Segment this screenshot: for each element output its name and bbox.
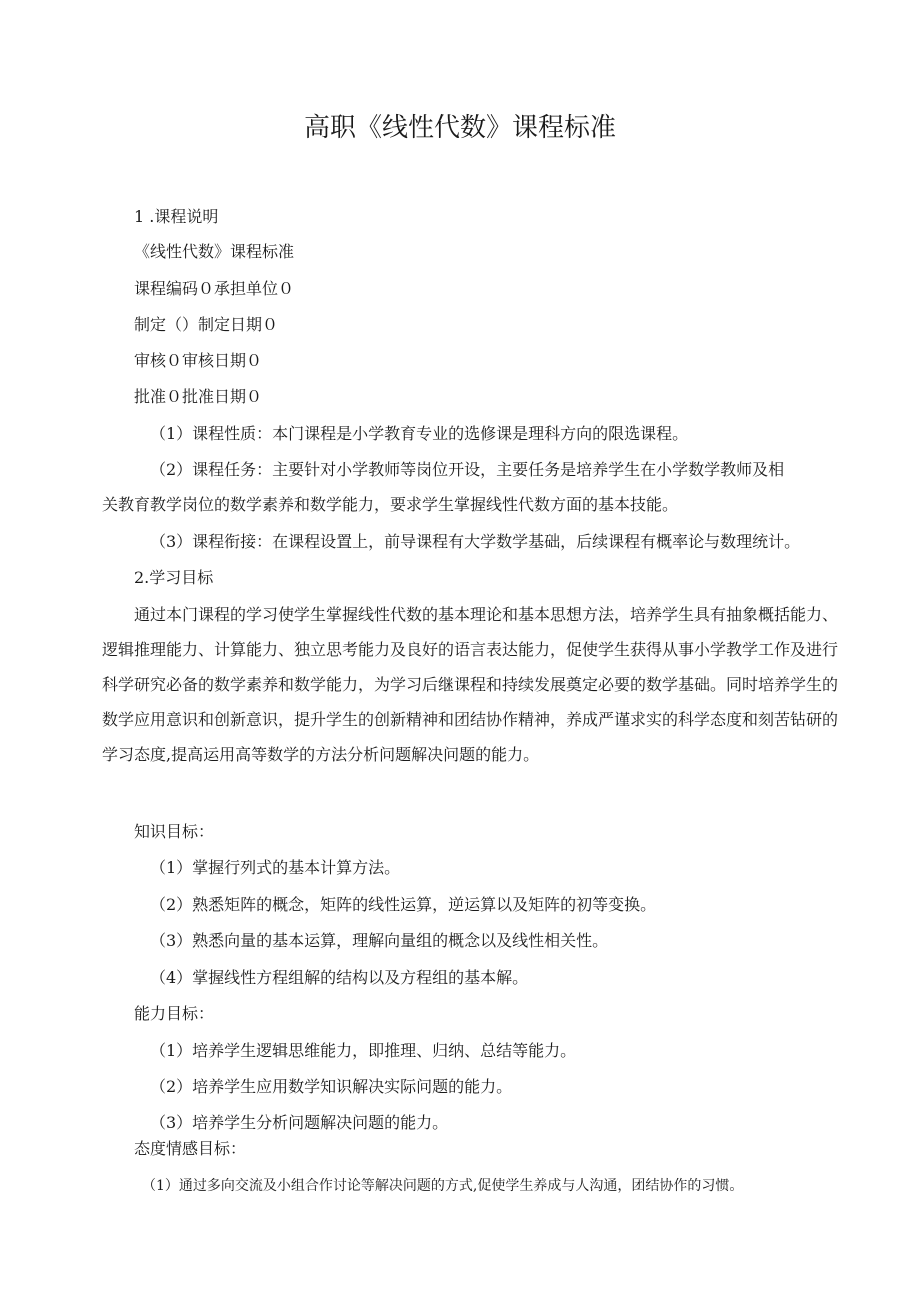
course-task-line-2: 关教育教学岗位的数学素养和数学能力，要求学生掌握线性代数方面的基本技能。 <box>102 495 679 514</box>
meta-review-date: 审核０审核日期０ <box>134 351 263 370</box>
course-task-line-1: （2）课程任务：主要针对小学教师等岗位开设，主要任务是培养学生在小学数学教师及相 <box>150 460 785 479</box>
course-connection: （3）课程衔接：在课程设置上，前导课程有大学数学基础，后续课程有概率论与数理统计。 <box>150 532 801 551</box>
document-title: 高职《线性代数》课程标准 <box>303 113 616 143</box>
learning-goals-intro: 通过本门课程的学习使学生掌握线性代数的基本理论和基本思想方法，培养学生具有抽象概括能力、逻辑推理能力、计算能力、独立思考能力及良好的语言表达能力，促使学生获得从事小学教学工作及进行科学研究必备的数学素养和数学能力，为学习后继课程和持续发展奠定必要的数学基础。同时培养学生的数学应用意识和创新意识，提升学生的创新精神和团结协作精神，养成严谨求实的科学态度和刻苦钻研的学习态度,提高运用高等数学的方法分析问题解决问题的能力。 <box>102 605 839 764</box>
ability-goal-item: （1）培养学生逻辑思维能力，即推理、归纳、总结等能力。 <box>150 1041 577 1060</box>
section-heading-learning-goals: 2.学习目标 <box>134 568 214 587</box>
section-heading-course-description: 1 .课程说明 <box>134 207 219 226</box>
course-nature: （1）课程性质：本门课程是小学教育专业的选修课是理科方向的限选课程。 <box>150 424 689 443</box>
knowledge-goals-label: 知识目标： <box>134 822 215 841</box>
meta-code-unit: 课程编码０承担单位０ <box>134 279 295 298</box>
knowledge-goal-item: （3）熟悉向量的基本运算，理解向量组的概念以及线性相关性。 <box>150 931 609 950</box>
attitude-goal-item: （1）通过多向交流及小组合作讨论等解决问题的方式,促使学生养成与人沟通，团结协作的习惯。 <box>142 1178 744 1194</box>
knowledge-goal-item: （2）熟悉矩阵的概念，矩阵的线性运算，逆运算以及矩阵的初等变换。 <box>150 895 657 914</box>
ability-goals-label: 能力目标： <box>134 1004 215 1023</box>
attitude-goals-label: 态度情感目标： <box>134 1139 247 1158</box>
ability-goal-item: （3）培养学生分析问题解决问题的能力。 <box>150 1113 449 1132</box>
meta-author-date: 制定（）制定日期０ <box>134 315 279 334</box>
course-standard-subtitle: 《线性代数》课程标准 <box>134 242 295 261</box>
knowledge-goal-item: （1）掌握行列式的基本计算方法。 <box>150 858 401 877</box>
meta-approve-date: 批准０批准日期０ <box>134 387 263 406</box>
knowledge-goal-item: （4）掌握线性方程组解的结构以及方程组的基本解。 <box>150 968 529 987</box>
ability-goal-item: （2）培养学生应用数学知识解决实际问题的能力。 <box>150 1077 513 1096</box>
